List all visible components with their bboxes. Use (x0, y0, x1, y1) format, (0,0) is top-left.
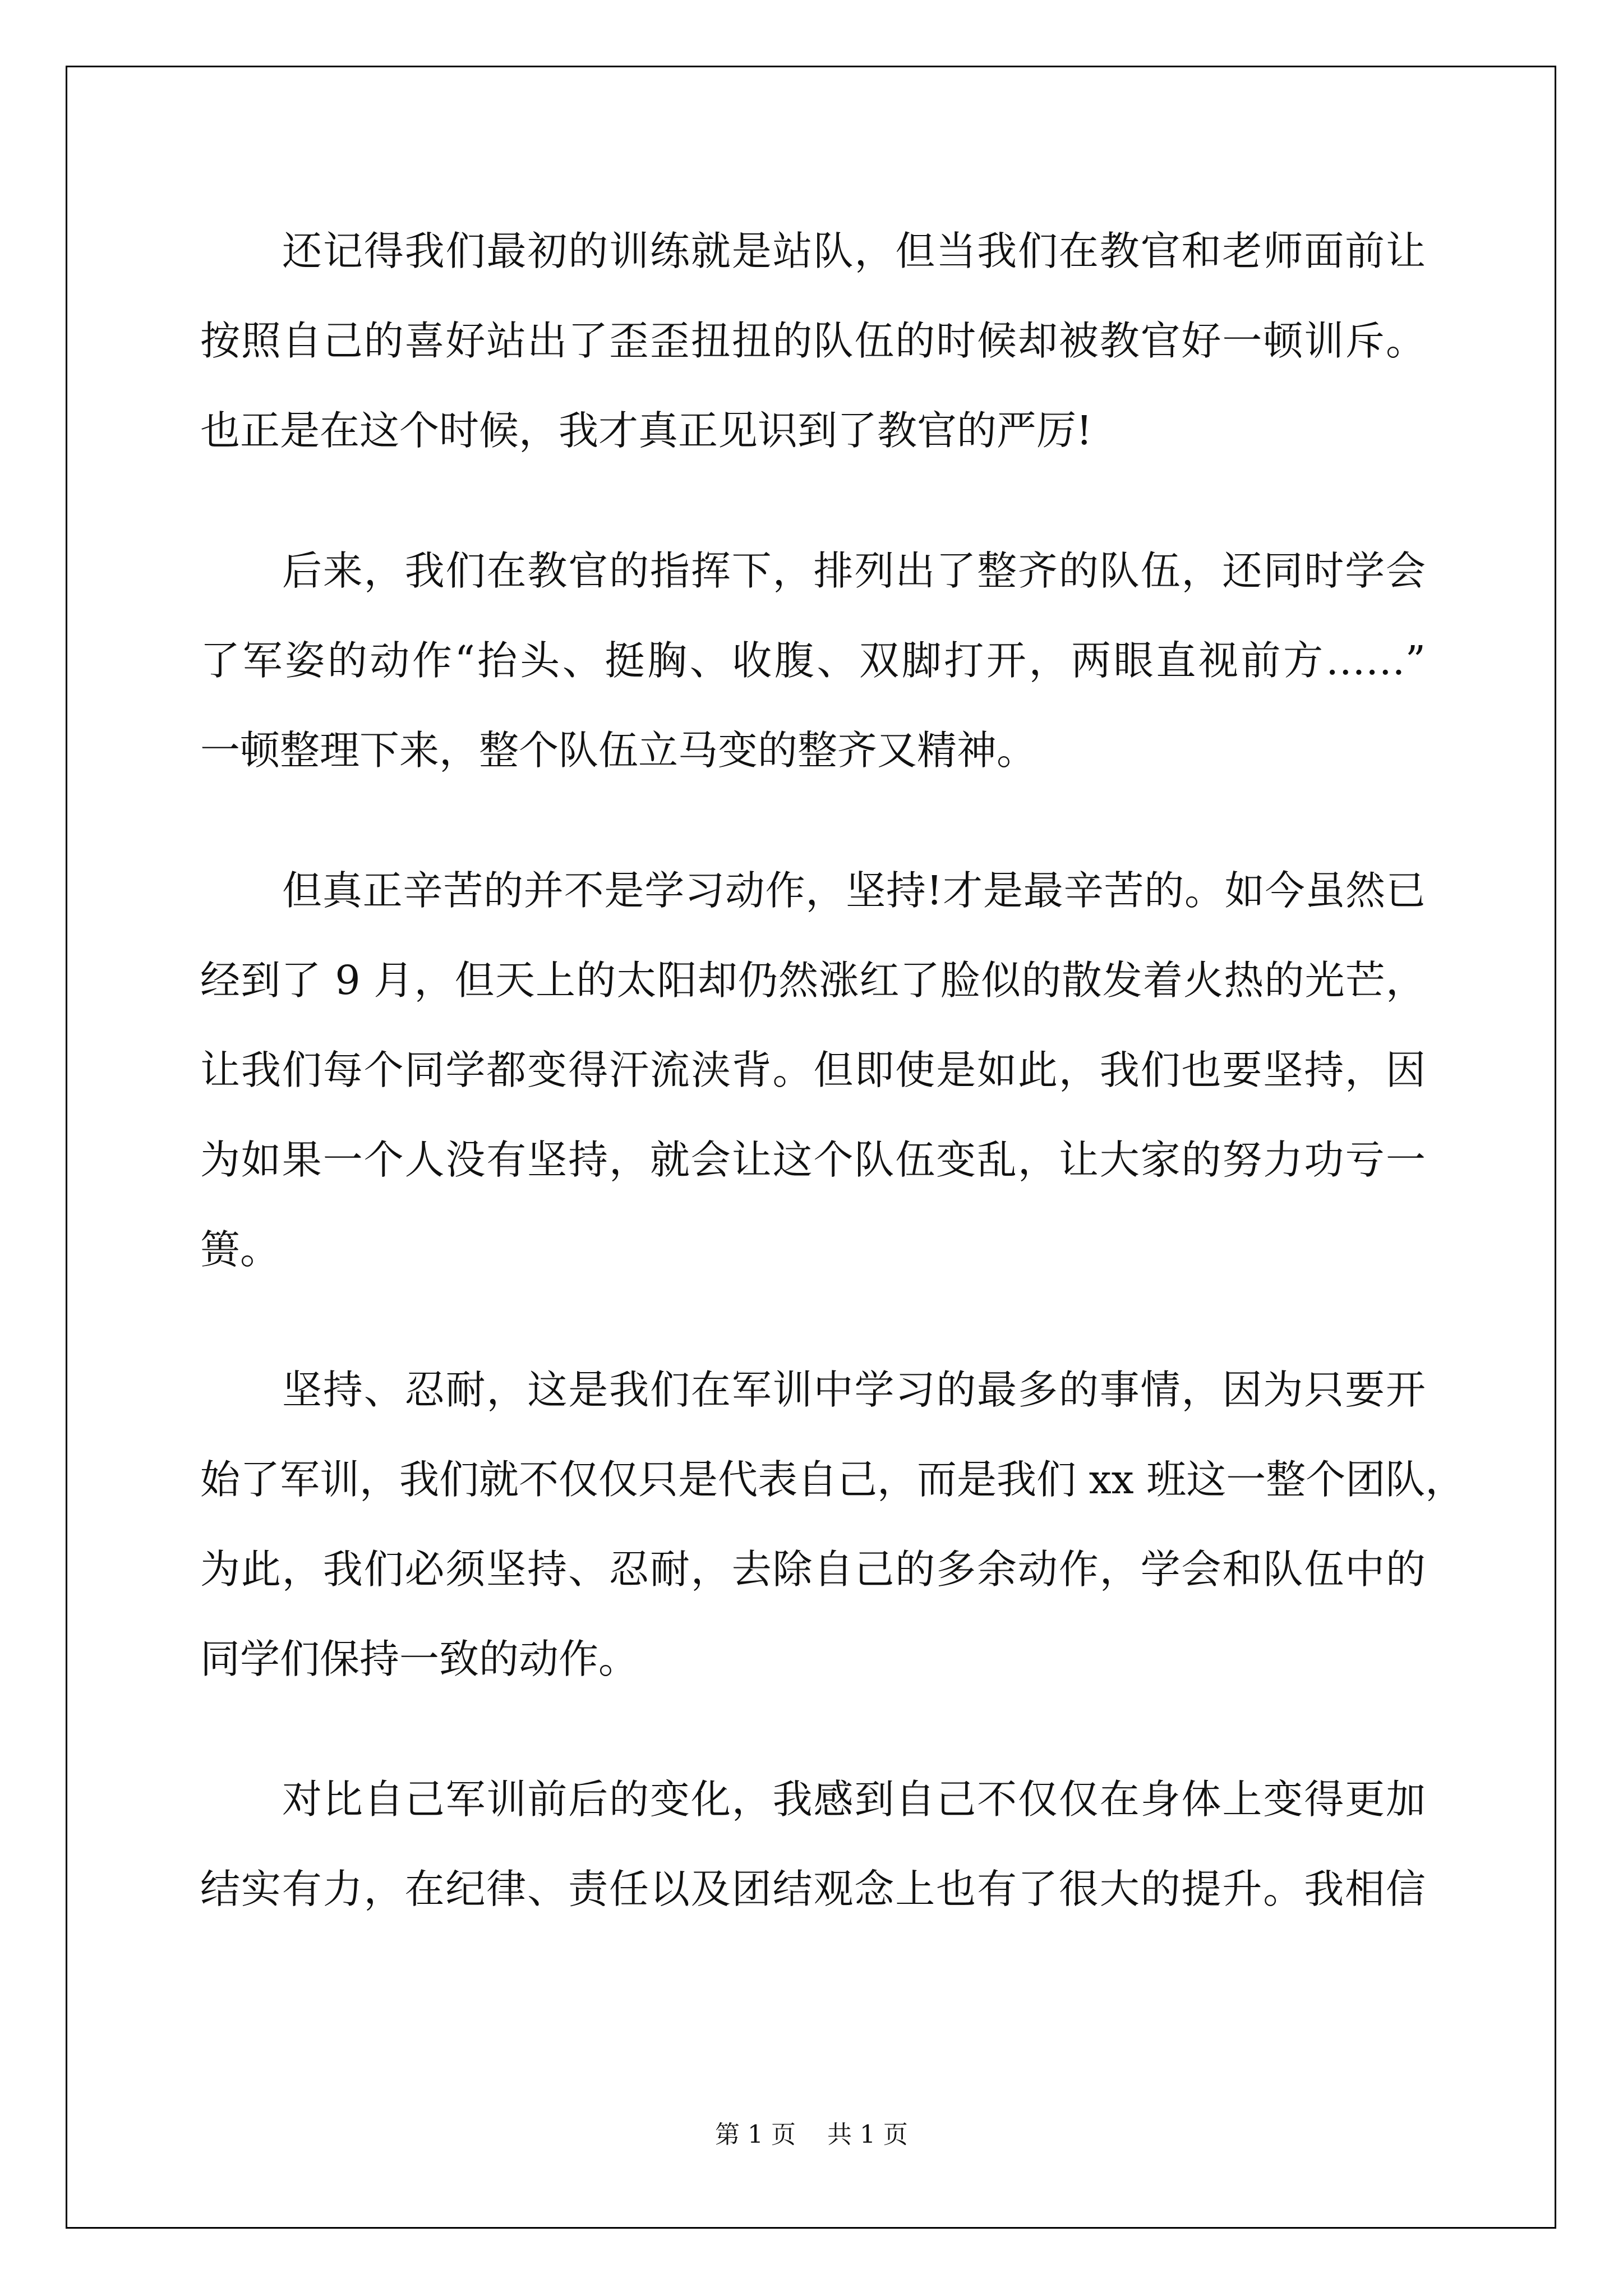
paragraph-1-line-1: 还记得我们最初的训练就是站队，但当我们在教官和老师面前让 (282, 228, 1426, 274)
paragraph-4-line-1: 坚持、忍耐，这是我们在军训中学习的最多的事情，因为只要开 (282, 1366, 1426, 1413)
paragraph-5-line-1: 对比自己军训前后的变化，我感到自己不仅仅在身体上变得更加 (282, 1776, 1426, 1823)
paragraph-3-line-1: 但真正辛苦的并不是学习动作，坚持!才是最辛苦的。如今虽然已 (282, 867, 1426, 914)
paragraph-2-line-1: 后来，我们在教官的指挥下，排列出了整齐的队伍，还同时学会 (282, 547, 1426, 594)
paragraph-3-line-2: 经到了 9 月，但天上的太阳却仍然涨红了脸似的散发着火热的光芒， (200, 957, 1426, 1004)
paragraph-4-line-2: 始了军训，我们就不仅仅只是代表自己，而是我们 xx 班这一整个团队， (200, 1456, 1465, 1503)
paragraph-1-line-3: 也正是在这个时候，我才真正见识到了教官的严厉! (200, 407, 1092, 454)
paragraph-2-line-2: 了军姿的动作“抬头、挺胸、收腹、双脚打开，两眼直视前方……” (200, 637, 1426, 684)
paragraph-4-line-3: 为此，我们必须坚持、忍耐，去除自己的多余动作，学会和队伍中的 (200, 1546, 1426, 1593)
paragraph-2-line-3: 一顿整理下来，整个队伍立马变的整齐又精神。 (200, 727, 1037, 774)
paragraph-3-line-4: 为如果一个人没有坚持，就会让这个队伍变乱，让大家的努力功亏一 (200, 1137, 1426, 1183)
paragraph-3-line-3: 让我们每个同学都变得汗流浃背。但即使是如此，我们也要坚持，因 (200, 1047, 1426, 1093)
page-number-footer: 第 1 页 共 1 页 (715, 2120, 908, 2149)
paragraph-5-line-2: 结实有力，在纪律、责任以及团结观念上也有了很大的提升。我相信 (200, 1866, 1426, 1912)
paragraph-1-line-2: 按照自己的喜好站出了歪歪扭扭的队伍的时候却被教官好一顿训斥。 (200, 318, 1426, 364)
paragraph-3-line-5: 篑。 (200, 1226, 280, 1273)
paragraph-4-line-4: 同学们保持一致的动作。 (200, 1636, 639, 1682)
